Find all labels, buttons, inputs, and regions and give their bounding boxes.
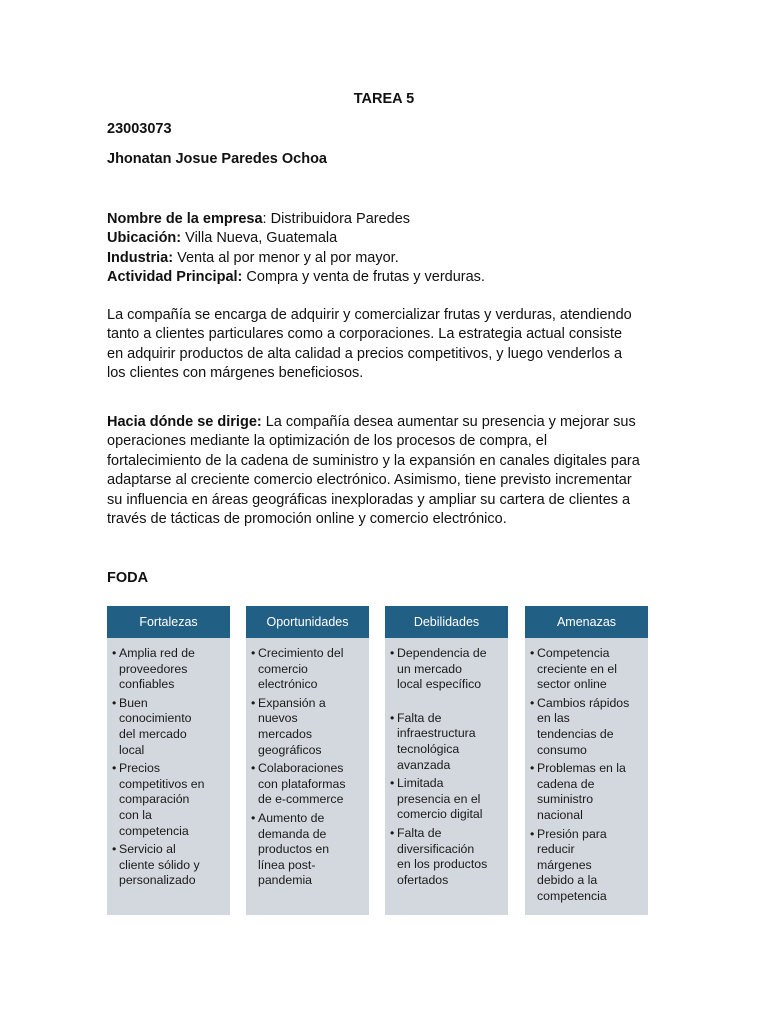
company-industry-label: Industria: [107, 249, 174, 266]
foda-item-line: competencia [537, 888, 607, 903]
foda-item [252, 696, 363, 758]
foda-column-header: Oportunidades [246, 606, 369, 638]
foda-item [531, 646, 642, 693]
foda-item-line: sector online [537, 677, 607, 692]
foda-item-line: productos en [258, 842, 330, 857]
foda-matrix [107, 606, 651, 916]
foda-item-line: de e-commerce [258, 792, 344, 807]
foda-item-line: avanzada [397, 757, 451, 772]
foda-item-line: comercio digital [397, 807, 483, 822]
company-activity-row [107, 268, 485, 287]
foda-item-line: con plataformas [258, 776, 346, 791]
foda-item-line: pandemia [258, 873, 313, 888]
foda-item-line: Buen [119, 695, 148, 710]
paragraph-line: operaciones mediante la optimización de los procesos de compra, el [107, 433, 548, 450]
foda-column-amenazas [525, 606, 648, 915]
foda-item-line: Competencia [537, 646, 610, 660]
foda-item-line: márgenes [537, 857, 592, 872]
bullet-icon: • [251, 810, 256, 825]
foda-item [113, 842, 224, 889]
foda-item-line: comparación [119, 792, 190, 807]
foda-item-line: nuevos [258, 711, 298, 726]
foda-item-line: un mercado [397, 661, 462, 676]
foda-item-line: Problemas en la [537, 761, 626, 776]
company-info [107, 210, 485, 288]
foda-item-line: Precios [119, 761, 161, 776]
student-id: 23003073 [107, 121, 172, 137]
company-activity-label: Actividad Principal: [107, 269, 243, 286]
bullet-icon: • [530, 826, 535, 841]
foda-item [391, 646, 502, 693]
bullet-icon: • [112, 695, 117, 710]
company-name-label: Nombre de la empresa [107, 211, 263, 227]
foda-item-line: geográficos [258, 742, 322, 757]
bullet-icon: • [390, 646, 395, 660]
foda-item-line: cliente sólido y [119, 857, 200, 872]
bullet-icon: • [530, 761, 535, 776]
company-location-label: Ubicación: [107, 230, 182, 247]
foda-item [113, 646, 224, 693]
paragraph-line: en adquirir productos de alta calidad a precios competitivos, y luego venderlos a [107, 345, 623, 362]
foda-item [252, 646, 363, 693]
foda-item-line: infraestructura [397, 726, 476, 741]
foda-item-line: Servicio al [119, 842, 176, 857]
document-title: TAREA 5 [353, 91, 415, 107]
bullet-icon: • [530, 646, 535, 660]
foda-item-line: comercio [258, 661, 308, 676]
bullet-icon: • [390, 710, 395, 725]
foda-item-line: Cambios rápidos [537, 695, 630, 710]
paragraph-line: los clientes con márgenes beneficiosos. [107, 365, 364, 382]
foda-column-header: Debilidades [385, 606, 508, 638]
description-paragraph [107, 306, 667, 384]
direction-label: Hacia dónde se dirige: [107, 414, 262, 430]
bullet-icon: • [112, 761, 117, 776]
bullet-icon: • [251, 761, 256, 776]
company-location-value: Villa Nueva, Guatemala [181, 230, 338, 247]
foda-item-list [107, 638, 230, 889]
foda-item-line: competencia [119, 823, 189, 838]
foda-item-line: confiables [119, 677, 175, 692]
bullet-icon: • [112, 842, 117, 857]
foda-item-line: mercados [258, 726, 312, 741]
foda-item-line: Dependencia de [397, 646, 487, 660]
foda-item-line: consumo [537, 742, 587, 757]
foda-item-line: Colaboraciones [258, 761, 344, 776]
bullet-icon: • [251, 695, 256, 710]
paragraph-line: fortalecimiento de la cadena de suministro y la expansión en canales digitales para [107, 452, 640, 469]
foda-item [531, 827, 642, 905]
foda-item-line: diversificación [397, 841, 475, 856]
foda-item-line: conocimiento [119, 711, 192, 726]
foda-item [113, 761, 224, 839]
foda-column-debilidades [385, 606, 508, 915]
foda-item-line: proveedores [119, 661, 188, 676]
foda-item-line: Expansión a [258, 695, 326, 710]
foda-item-line: Presión para [537, 826, 607, 841]
paragraph-line [107, 413, 667, 432]
bullet-icon: • [112, 646, 117, 660]
foda-item-line: Falta de [397, 825, 442, 840]
bullet-icon: • [390, 776, 395, 791]
direction-paragraph [107, 413, 667, 529]
company-name-value: : Distribuidora Paredes [262, 211, 411, 227]
foda-column-oportunidades [246, 606, 369, 915]
foda-item-line: presencia en el [397, 791, 481, 806]
foda-item-line: Falta de [397, 710, 442, 725]
foda-item [391, 776, 502, 823]
foda-item-list [246, 638, 369, 889]
paragraph-line: tanto a clientes particulares como a corporaciones. La estrategia actual consiste [107, 326, 623, 343]
foda-item-line: ofertados [397, 872, 449, 887]
foda-item-line: Amplia red de [119, 646, 195, 660]
paragraph-line: través de tácticas de promoción online y comercio electrónico. [107, 511, 507, 528]
paragraph-line: La compañía se encarga de adquirir y comercializar frutas y verduras, atendiendo [107, 307, 632, 323]
foda-column-fortalezas [107, 606, 230, 915]
foda-item [391, 711, 502, 773]
company-industry-value: Venta al por menor y al por mayor. [173, 249, 399, 266]
foda-item-line: nacional [537, 807, 583, 822]
foda-item [391, 826, 502, 888]
foda-item [252, 761, 363, 808]
bullet-icon: • [390, 825, 395, 840]
company-activity-value: Compra y venta de frutas y verduras. [242, 269, 485, 286]
foda-item-line: creciente en el [537, 661, 617, 676]
paragraph-line: adaptarse al creciente comercio electrónico. Asimismo, tiene previsto incrementar [107, 472, 632, 489]
foda-column-header: Fortalezas [107, 606, 230, 638]
bullet-icon: • [251, 646, 256, 660]
direction-first-line: La compañía desea aumentar su presencia y mejorar sus [261, 414, 636, 430]
foda-item-line: tendencias de [537, 726, 614, 741]
foda-item-list [385, 638, 508, 888]
bullet-icon: • [530, 695, 535, 710]
foda-item-line: del mercado [119, 726, 187, 741]
foda-item-line: línea post- [258, 857, 316, 872]
company-location-row [107, 229, 485, 248]
foda-item-line: Crecimiento del [258, 646, 344, 660]
foda-item-line: en las [537, 711, 570, 726]
foda-item-line: suministro [537, 792, 594, 807]
foda-item-list [525, 638, 648, 905]
foda-item [531, 761, 642, 823]
foda-item-line: Aumento de [258, 810, 325, 825]
foda-item-line: electrónico [258, 677, 318, 692]
foda-item-line: tecnológica [397, 741, 460, 756]
foda-item-line: cadena de [537, 776, 595, 791]
foda-item-line: demanda de [258, 826, 327, 841]
foda-item-line: personalizado [119, 873, 196, 888]
foda-item-line: en los productos [397, 857, 488, 872]
foda-item-line: local [119, 742, 145, 757]
foda-item-line: Limitada [397, 776, 444, 791]
foda-item [531, 696, 642, 758]
foda-item-line: competitivos en [119, 776, 205, 791]
foda-item-line: debido a la [537, 873, 598, 888]
foda-column-header: Amenazas [525, 606, 648, 638]
foda-item-line: con la [119, 807, 152, 822]
foda-item-line: local específico [397, 677, 482, 692]
company-name-row [107, 210, 485, 229]
foda-item [252, 811, 363, 889]
student-name: Jhonatan Josue Paredes Ochoa [107, 151, 327, 167]
foda-item [113, 696, 224, 758]
company-industry-row [107, 249, 485, 268]
paragraph-line: su influencia en áreas geográficas inexploradas y ampliar su cartera de clientes a [107, 491, 631, 508]
foda-title: FODA [107, 570, 149, 586]
foda-item-line: reducir [537, 842, 575, 857]
